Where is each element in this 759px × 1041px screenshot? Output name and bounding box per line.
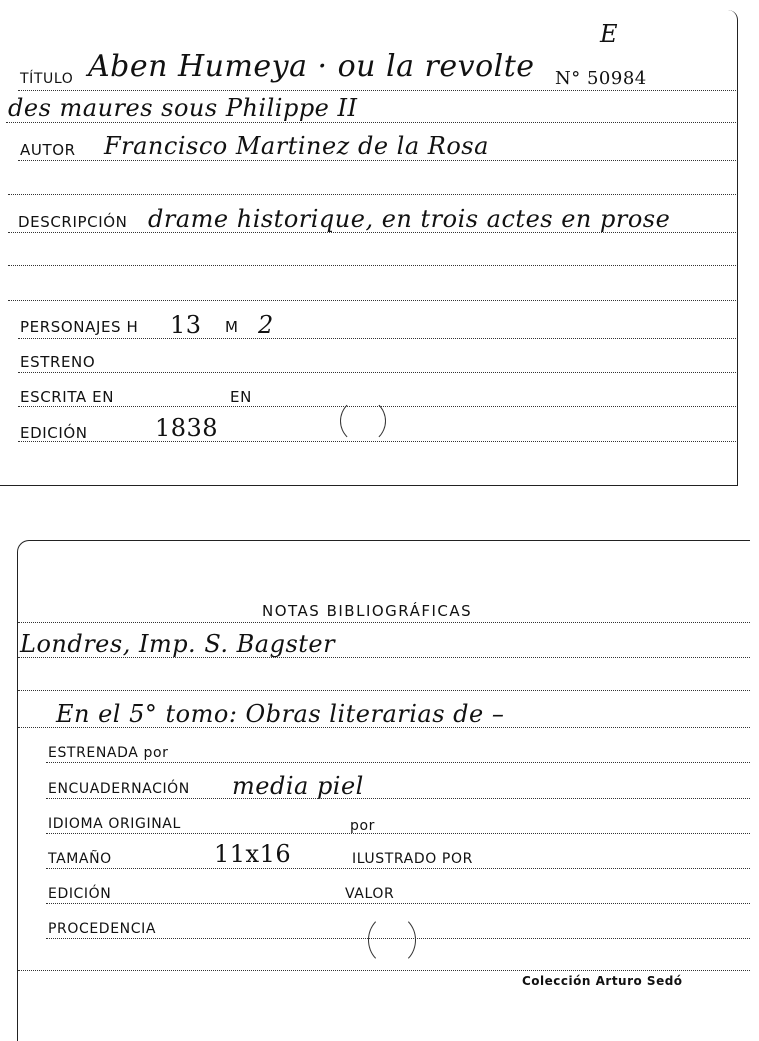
personajes-m-value: 2 (258, 311, 274, 339)
collection-stamp: Colección Arturo Sedó (522, 974, 683, 988)
personajes-m-label: M (225, 318, 239, 336)
ilustrado-label: ILUSTRADO POR (352, 851, 473, 867)
hole-punch-mark-top (340, 398, 386, 444)
rule-autor (18, 160, 736, 161)
titulo-value-line1: Aben Humeya · ou la revolte (88, 49, 535, 84)
autor-label: AUTOR (20, 141, 76, 159)
descripcion-label: DESCRIPCIÓN (18, 213, 128, 231)
autor-value: Francisco Martinez de la Rosa (104, 132, 489, 160)
encuadernacion-label: ENCUADERNACIÓN (48, 781, 190, 797)
tamano-label: TAMAÑO (48, 851, 112, 867)
corner-letter: E (600, 20, 619, 48)
rule-encuadernacion (46, 798, 750, 799)
rule-descripcion (8, 232, 736, 233)
hole-punch-mark-bottom (368, 914, 416, 966)
rule-personajes (18, 338, 736, 339)
rule-edicion-top (18, 441, 736, 442)
rule-blank-1 (8, 194, 736, 195)
personajes-h-value: 13 (170, 311, 202, 339)
rule-titulo-2 (6, 122, 736, 123)
catalog-number: N° 50984 (555, 68, 647, 89)
escrita-en-label: ESCRITA EN (20, 388, 115, 406)
note-line-2: En el 5° tomo: Obras literarias de – (56, 700, 505, 728)
personajes-label: PERSONAJES H (20, 318, 139, 336)
rule-blank-3 (8, 300, 736, 301)
en-label: EN (230, 388, 252, 406)
rule-idioma (46, 833, 750, 834)
estrenada-label: ESTRENADA por (48, 745, 169, 761)
por-label: por (350, 818, 376, 834)
procedencia-label: PROCEDENCIA (48, 921, 156, 937)
rule-notas-3 (18, 690, 750, 691)
tamano-value: 11x16 (214, 840, 292, 868)
edicion-value-top: 1838 (155, 414, 219, 442)
rule-titulo (18, 90, 736, 91)
rule-final (18, 970, 750, 971)
edicion-label-bottom: EDICIÓN (48, 886, 112, 902)
estreno-label: ESTRENO (20, 353, 96, 371)
valor-label: VALOR (345, 886, 395, 902)
rule-notas-2 (18, 657, 750, 658)
titulo-value-line2: des maures sous Philippe II (8, 94, 358, 122)
edicion-label-top: EDICIÓN (20, 424, 88, 442)
titulo-label: TÍTULO (20, 71, 74, 87)
encuadernacion-value: media piel (232, 772, 364, 800)
idioma-label: IDIOMA ORIGINAL (48, 816, 181, 832)
notas-heading: NOTAS BIBLIOGRÁFICAS (262, 602, 473, 620)
rule-tamano (46, 868, 750, 869)
note-line-1: Londres, Imp. S. Bagster (20, 630, 336, 658)
descripcion-value: drame historique, en trois actes en prose (148, 205, 671, 233)
rule-notas-4 (18, 727, 750, 728)
rule-notas-1 (18, 622, 750, 623)
rule-edicion-bottom (46, 903, 750, 904)
rule-estrenada (46, 762, 750, 763)
rule-blank-2 (8, 265, 736, 266)
rule-estreno (18, 372, 736, 373)
